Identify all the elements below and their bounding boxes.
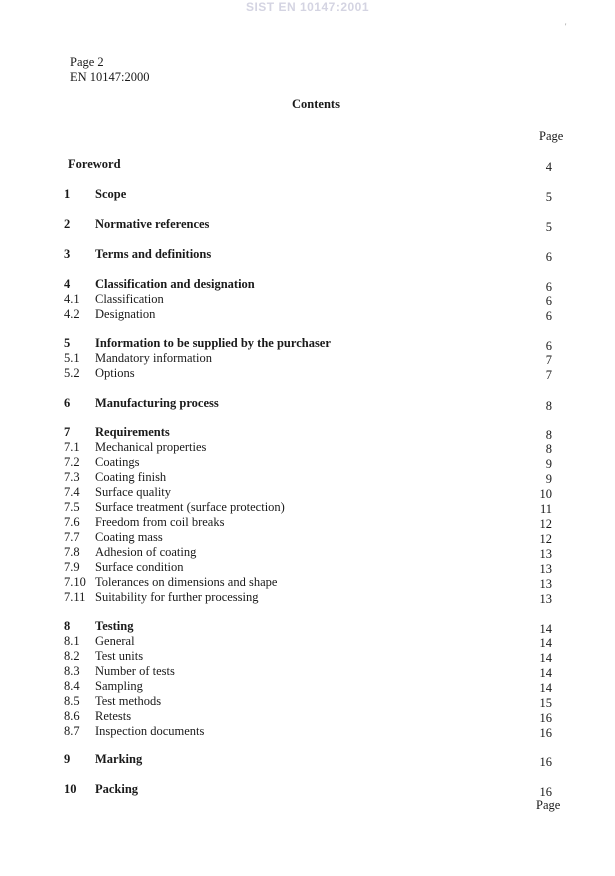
toc-entry-title: Terms and definitions — [95, 247, 212, 261]
toc-entry-number: 7.9 — [64, 560, 80, 574]
toc-entry-page: 8 — [545, 399, 552, 413]
toc-entry — [0, 500, 615, 515]
toc-entry — [0, 455, 615, 470]
toc-entry-number: 7.6 — [64, 515, 80, 529]
toc-entry — [0, 545, 615, 560]
toc-entry-page: 8 — [545, 442, 552, 456]
toc-entry-title: Information to be supplied by the purchaser — [95, 336, 331, 350]
toc-entry — [0, 425, 615, 440]
toc-entry-number: 8.7 — [64, 724, 80, 738]
scan-speck: ' — [565, 22, 567, 31]
toc-entry-page: 16 — [539, 726, 552, 740]
toc-entry-page: 5 — [545, 220, 552, 234]
toc-entry — [0, 247, 615, 262]
toc-entry-title: Normative references — [95, 217, 210, 231]
toc-entry-title: Freedom from coil breaks — [95, 515, 225, 529]
toc-entry-page: 14 — [539, 636, 552, 650]
toc-entry-page: 14 — [539, 666, 552, 680]
toc-entry-page: 9 — [545, 457, 552, 471]
toc-entry — [0, 724, 615, 739]
toc-entry-page: 16 — [539, 711, 552, 725]
toc-entry — [0, 664, 615, 679]
toc-entry-number: 7.7 — [64, 530, 80, 544]
toc-entry — [0, 277, 615, 292]
toc-entry-page: 6 — [545, 339, 552, 353]
toc-entry — [0, 515, 615, 530]
toc-entry-number: 5.1 — [64, 351, 80, 365]
toc-entry-number: 5 — [64, 336, 71, 350]
toc-entry-page: 6 — [545, 309, 552, 323]
toc-entry-page: 15 — [539, 696, 552, 710]
toc-entry-title: Mechanical properties — [95, 440, 207, 454]
toc-entry-page: 7 — [545, 353, 552, 367]
toc-entry — [0, 709, 615, 724]
toc-entry-number: 10 — [64, 782, 77, 796]
toc-entry-number: 7.2 — [64, 455, 80, 469]
page-column-footer: Page — [536, 798, 561, 812]
toc-entry-title: General — [95, 634, 135, 648]
toc-entry-number: 8.6 — [64, 709, 80, 723]
toc-entry-title: Marking — [95, 752, 143, 766]
toc-entry-number: 8 — [64, 619, 71, 633]
toc-entry-page: 12 — [539, 517, 552, 531]
toc-entry-page: 13 — [539, 577, 552, 591]
toc-entry — [0, 485, 615, 500]
toc-entry-page: 8 — [545, 428, 552, 442]
toc-entry — [0, 694, 615, 709]
toc-entry-page: 13 — [539, 562, 552, 576]
toc-entry-page: 14 — [539, 622, 552, 636]
toc-entry — [0, 292, 615, 307]
document-watermark: SIST EN 10147:2001 — [245, 0, 370, 14]
toc-entry-number: 8.4 — [64, 679, 80, 693]
toc-entry-title: Inspection documents — [95, 724, 205, 738]
toc-entry — [0, 634, 615, 649]
toc-entry-title: Sampling — [95, 679, 143, 693]
toc-entry — [0, 649, 615, 664]
toc-entry-number: 7.8 — [64, 545, 80, 559]
toc-entry-number: 4 — [64, 277, 71, 291]
toc-entry-number: 6 — [64, 396, 71, 410]
page-column-heading: Page — [539, 129, 564, 143]
toc-entry-page: 7 — [545, 368, 552, 382]
toc-entry-title: Foreword — [68, 157, 121, 171]
toc-entry-number: 4.1 — [64, 292, 80, 306]
toc-entry-number: 4.2 — [64, 307, 80, 321]
toc-entry — [0, 619, 615, 634]
toc-entry-title: Surface condition — [95, 560, 184, 574]
toc-entry-title: Tolerances on dimensions and shape — [95, 575, 278, 589]
toc-entry-title: Classification — [95, 292, 164, 306]
toc-entry-title: Manufacturing process — [95, 396, 219, 410]
toc-entry-page: 16 — [539, 755, 552, 769]
toc-entry-number: 5.2 — [64, 366, 80, 380]
toc-entry-number: 7.11 — [64, 590, 86, 604]
toc-entry-page: 16 — [539, 785, 552, 799]
toc-entry — [0, 679, 615, 694]
page-title: Contents — [292, 97, 340, 111]
toc-entry-number: 8.1 — [64, 634, 80, 648]
toc-entry-title: Classification and designation — [95, 277, 255, 291]
toc-entry — [0, 336, 615, 351]
toc-entry-page: 6 — [545, 250, 552, 264]
toc-entry-title: Test units — [95, 649, 144, 663]
toc-entry-number: 8.3 — [64, 664, 80, 678]
toc-entry-title: Suitability for further processing — [95, 590, 259, 604]
toc-entry-title: Designation — [95, 307, 156, 321]
toc-entry-number: 7.4 — [64, 485, 80, 499]
toc-entry — [0, 530, 615, 545]
toc-entry-page: 6 — [545, 294, 552, 308]
toc-entry — [0, 470, 615, 485]
toc-entry — [0, 307, 615, 322]
header-page-number: Page 2 — [70, 55, 104, 69]
toc-entry-page: 4 — [545, 160, 552, 174]
toc-entry-number: 7 — [64, 425, 71, 439]
toc-entry-title: Coating finish — [95, 470, 167, 484]
toc-entry-title: Options — [95, 366, 135, 380]
toc-entry-number: 3 — [64, 247, 71, 261]
toc-entry-number: 7.1 — [64, 440, 80, 454]
toc-entry-title: Retests — [95, 709, 132, 723]
toc-entry-title: Scope — [95, 187, 127, 201]
toc-entry — [0, 752, 615, 767]
toc-entry-page: 10 — [539, 487, 552, 501]
toc-entry-title: Coatings — [95, 455, 140, 469]
toc-entry-page: 5 — [545, 190, 552, 204]
toc-entry-page: 6 — [545, 280, 552, 294]
toc-entry-page: 14 — [539, 681, 552, 695]
toc-entry-title: Testing — [95, 619, 134, 633]
toc-entry — [0, 575, 615, 590]
toc-entry — [0, 560, 615, 575]
toc-entry-page: 12 — [539, 532, 552, 546]
toc-entry-title: Requirements — [95, 425, 170, 439]
toc-entry-page: 14 — [539, 651, 552, 665]
toc-entry-title: Test methods — [95, 694, 162, 708]
toc-entry-number: 1 — [64, 187, 71, 201]
toc-entry-number: 8.5 — [64, 694, 80, 708]
toc-entry — [0, 396, 615, 411]
toc-entry — [0, 590, 615, 605]
toc-entry — [0, 187, 615, 202]
toc-entry — [0, 217, 615, 232]
toc-entry-title: Mandatory information — [95, 351, 212, 365]
toc-entry-page: 11 — [539, 502, 552, 516]
toc-entry-title: Adhesion of coating — [95, 545, 197, 559]
toc-entry-number: 7.5 — [64, 500, 80, 514]
toc-entry-number: 7.3 — [64, 470, 80, 484]
toc-entry — [0, 782, 615, 797]
toc-entry-title: Coating mass — [95, 530, 163, 544]
toc-entry — [0, 157, 615, 172]
toc-entry-title: Surface quality — [95, 485, 172, 499]
toc-entry-number: 9 — [64, 752, 71, 766]
toc-entry-page: 13 — [539, 547, 552, 561]
toc-entry-number: 7.10 — [64, 575, 86, 589]
toc-entry-number: 2 — [64, 217, 71, 231]
toc-entry-number: 8.2 — [64, 649, 80, 663]
toc-entry-page: 13 — [539, 592, 552, 606]
toc-entry-title: Number of tests — [95, 664, 175, 678]
header-standard-number: EN 10147:2000 — [70, 70, 150, 84]
toc-entry — [0, 366, 615, 381]
toc-entry-page: 9 — [545, 472, 552, 486]
toc-entry — [0, 440, 615, 455]
toc-entry-title: Packing — [95, 782, 139, 796]
toc-entry-title: Surface treatment (surface protection) — [95, 500, 285, 514]
toc-entry — [0, 351, 615, 366]
